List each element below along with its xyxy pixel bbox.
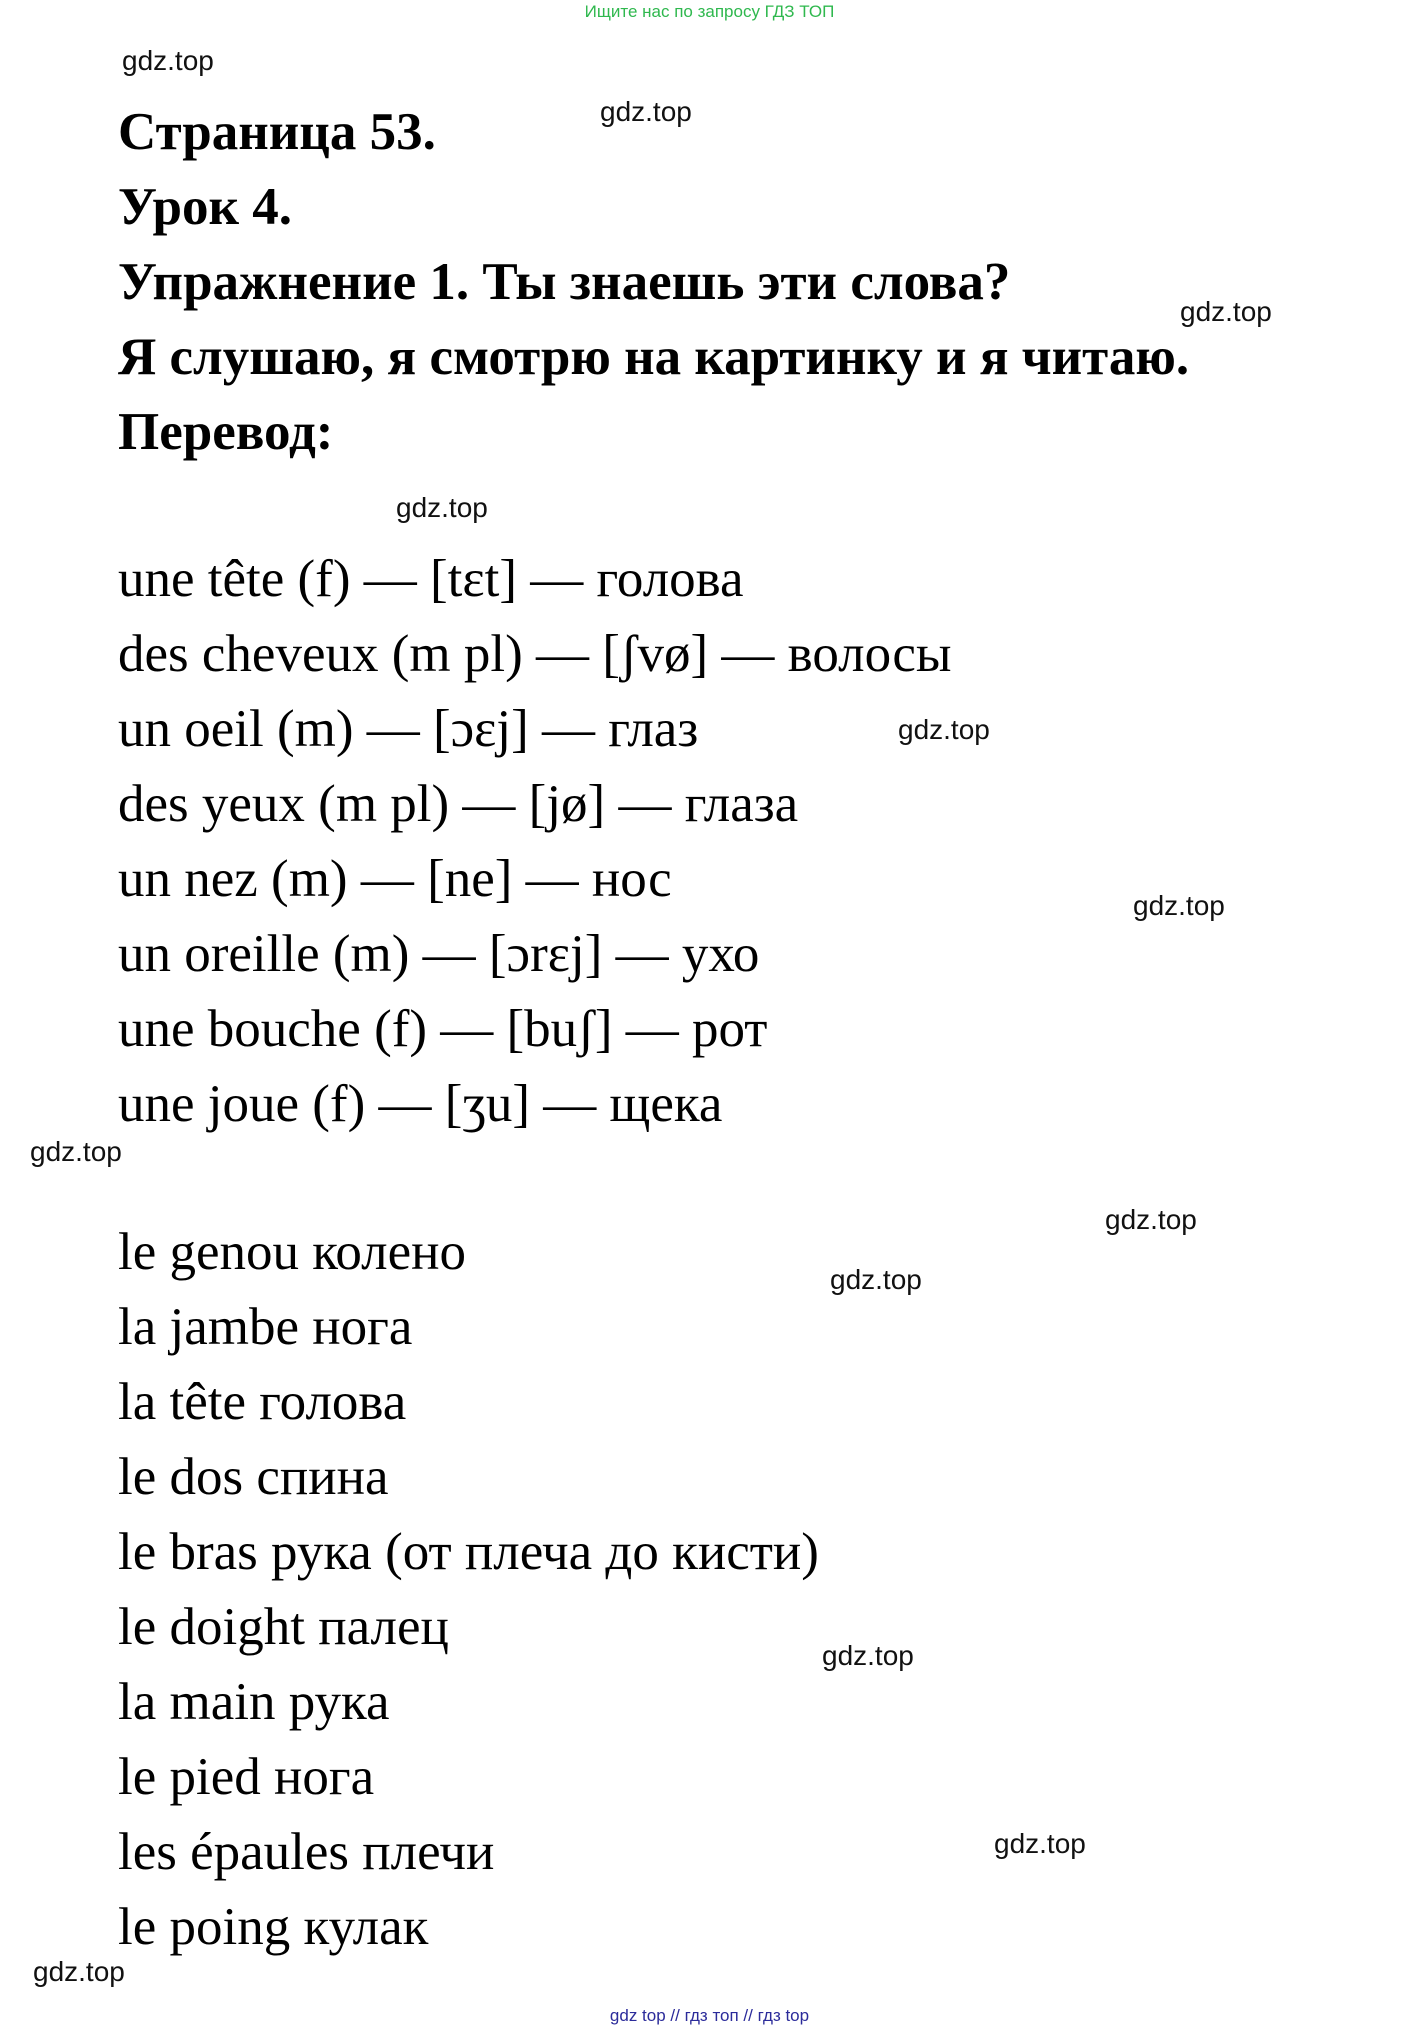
vocab-line: une joue (f) — [ʒu] — щека <box>118 1075 723 1133</box>
watermark: gdz.top <box>396 492 488 523</box>
vocab-line: le bras рука (от плеча до кисти) <box>118 1523 819 1581</box>
lesson-title: Урок 4. <box>118 178 293 236</box>
top-banner: Ищите нас по запросу ГДЗ ТОП <box>584 2 835 21</box>
watermark: gdz.top <box>1105 1204 1197 1235</box>
vocab-line: la jambe нога <box>118 1298 413 1356</box>
vocab-line: les épaules плечи <box>118 1823 495 1881</box>
watermark: gdz.top <box>1133 890 1225 921</box>
vocab-line: des yeux (m pl) — [jø] — глаза <box>118 775 799 833</box>
watermark: gdz.top <box>822 1640 914 1671</box>
vocab-line: un oeil (m) — [ɔɛj] — глаз <box>118 700 699 758</box>
watermark: gdz.top <box>898 714 990 745</box>
instruction-text: Я слушаю, я смотрю на картинку и я читаю. <box>118 328 1190 386</box>
vocab-line: le pied нога <box>118 1748 375 1806</box>
vocab-line: des cheveux (m pl) — [ʃvø] — волосы <box>118 625 952 683</box>
watermark: gdz.top <box>122 45 214 76</box>
vocab-line: une bouche (f) — [buʃ] — рот <box>118 1000 768 1058</box>
watermark: gdz.top <box>830 1264 922 1295</box>
vocab-line: la main рука <box>118 1673 390 1731</box>
exercise-title: Упражнение 1. Ты знаешь эти слова? <box>118 253 1011 311</box>
vocab-line: le dos спина <box>118 1448 389 1506</box>
watermark: gdz.top <box>33 1956 125 1987</box>
vocab-line: la tête голова <box>118 1373 407 1431</box>
translation-label: Перевод: <box>118 403 334 461</box>
watermark: gdz.top <box>994 1828 1086 1859</box>
vocab-line: le doight палец <box>118 1598 449 1656</box>
vocab-line: le poing кулак <box>118 1898 429 1956</box>
vocab-line: un nez (m) — [ne] — нос <box>118 850 672 908</box>
vocab-line: le genou колено <box>118 1223 466 1281</box>
watermark: gdz.top <box>1180 296 1272 327</box>
bottom-banner: gdz top // гдз топ // гдз top <box>609 2006 810 2025</box>
vocab-line: un oreille (m) — [ɔrɛj] — ухо <box>118 925 760 983</box>
page-title: Страница 53. <box>118 103 436 161</box>
watermark: gdz.top <box>600 96 692 127</box>
vocab-line: une tête (f) — [tɛt] — голова <box>118 550 744 608</box>
watermark: gdz.top <box>30 1136 122 1167</box>
